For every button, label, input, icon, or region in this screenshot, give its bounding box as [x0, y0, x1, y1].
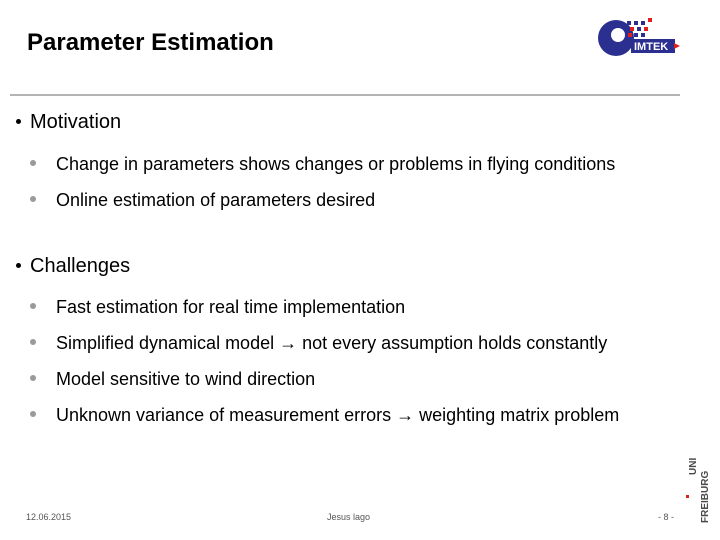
bullet-icon: [30, 303, 36, 309]
bullet-icon: [16, 119, 21, 124]
bullet-icon: [30, 160, 36, 166]
bullet-icon: [16, 263, 21, 268]
section-heading-challenges: Challenges: [16, 255, 130, 278]
bullet-icon: [30, 339, 36, 345]
uni-logo-line-1: UNI: [688, 457, 699, 475]
bullet-icon: [30, 375, 36, 381]
bullet-item: Model sensitive to wind direction: [30, 369, 315, 390]
footer-date: 12.06.2015: [26, 512, 72, 522]
uni-logo-line-2: FREIBURG: [700, 470, 711, 523]
bullet-icon: [30, 411, 36, 417]
section-heading-motivation: Motivation: [16, 111, 121, 134]
bullet-item: Simplified dynamical model → not every assumption holds constantly: [30, 333, 607, 354]
bullet-item: Online estimation of parameters desired: [30, 190, 375, 211]
slide-title: Parameter Estimation: [27, 29, 274, 56]
bullet-item: Unknown variance of measurement errors → weighting matrix problem: [30, 405, 619, 426]
bullet-item: Fast estimation for real time implementation: [30, 297, 405, 318]
imtek-logo: [594, 15, 680, 63]
bullet-item: Change in parameters shows changes or problems in flying conditions: [30, 154, 615, 175]
footer-author: Jesus lago: [327, 512, 371, 522]
title-divider: [10, 94, 680, 96]
footer-page-number: - 8 -: [658, 512, 675, 522]
bullet-icon: [30, 196, 36, 202]
uni-freiburg-logo: [684, 455, 714, 525]
logo-text: IMTEK: [634, 41, 669, 53]
